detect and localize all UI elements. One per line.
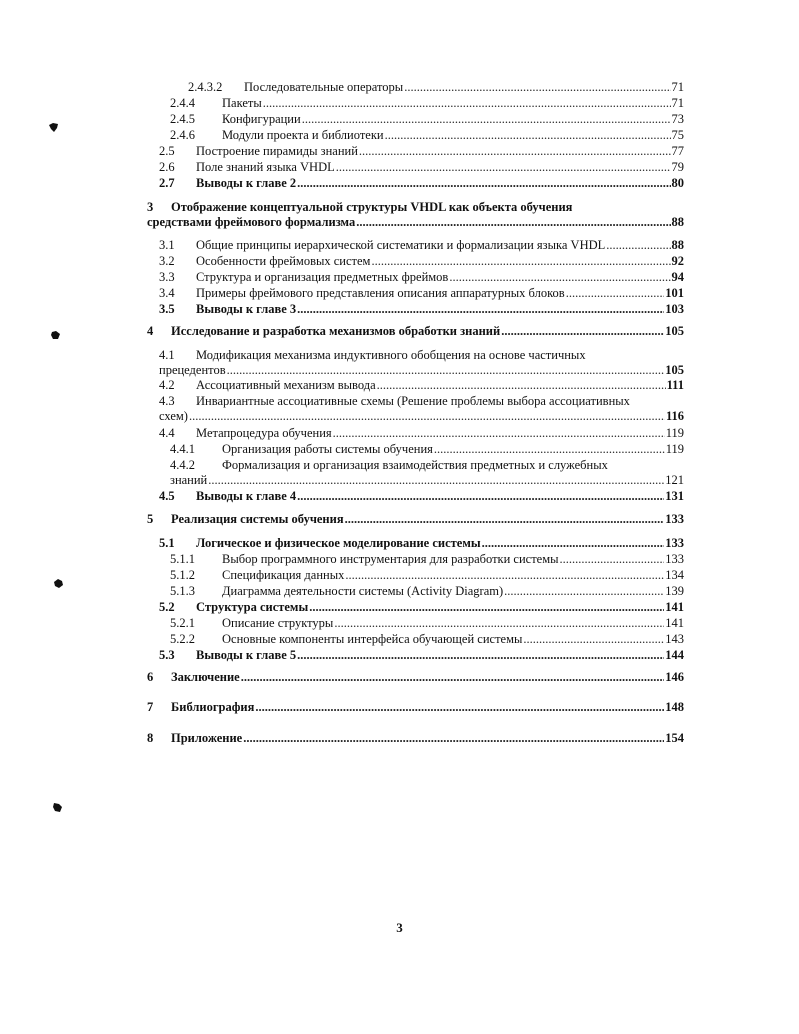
- toc-entry-title-cont: схем): [159, 409, 188, 423]
- toc-entry-page: 144: [665, 648, 684, 662]
- toc-entry-title: Структура и организация предметных фреймов: [196, 270, 449, 284]
- toc-entry: [159, 176, 684, 191]
- toc-entry-number: 4.1: [159, 348, 175, 362]
- toc-entry-title: Общие принципы иерархической систематики и формализации языка VHDL: [196, 238, 606, 252]
- toc-entry-number: 5.2.1: [170, 616, 195, 630]
- toc-entry-page: 111: [666, 378, 684, 392]
- toc-entry: [159, 348, 684, 378]
- toc-entry-page: 133: [665, 552, 684, 566]
- toc-entry-page: 121: [665, 473, 684, 487]
- toc-entry-title: Пакеты: [222, 96, 262, 110]
- toc-entry-title: Диаграмма деятельности системы (Activity Diagram): [222, 584, 504, 598]
- toc-entry-number: 5.1.1: [170, 552, 195, 566]
- toc-entry-number: 3: [147, 200, 154, 214]
- toc-entry-page: 101: [665, 286, 684, 300]
- toc-entry-title: Формализация и организация взаимодействия предметных и служебных: [222, 458, 608, 472]
- toc-entry-page: 119: [665, 442, 684, 456]
- toc-entry-page: 119: [665, 426, 684, 440]
- toc-entry-page: 133: [665, 512, 684, 526]
- toc-entry: [159, 378, 684, 393]
- toc-entry-title: Логическое и физическое моделирование системы: [196, 536, 481, 550]
- toc-entry-page: 103: [665, 302, 684, 316]
- toc-entry: [159, 160, 684, 175]
- toc-entry-title: Структура системы: [196, 600, 309, 614]
- toc-entry-page: 148: [665, 700, 684, 714]
- toc-entry-number: 5.1.3: [170, 584, 195, 598]
- toc-entry-number: 5.3: [159, 648, 175, 662]
- toc-entry-number: 5.2.2: [170, 632, 195, 646]
- toc-entry: [159, 144, 684, 159]
- toc-entry-title: Организация работы системы обучения: [222, 442, 433, 456]
- toc-entry-page: 80: [671, 176, 684, 190]
- toc-entry-page: 134: [665, 568, 684, 582]
- toc-entry: [159, 302, 684, 317]
- toc-entry-title: Библиография: [171, 700, 255, 714]
- toc-entry-number: 4: [147, 324, 154, 338]
- toc-entry-title: Инвариантные ассоциативные схемы (Решение проблемы выбора ассоциативных: [196, 394, 630, 408]
- toc-entry-number: 7: [147, 700, 154, 714]
- toc-entry: [147, 670, 684, 685]
- toc-entry-page: 105: [665, 324, 684, 338]
- toc-entry-number: 3.1: [159, 238, 175, 252]
- toc-entry: [159, 238, 684, 253]
- toc-entry: [170, 568, 684, 583]
- toc-entry-title: Основные компоненты интерфейса обучающей системы: [222, 632, 523, 646]
- scan-speck: [53, 578, 64, 589]
- toc-entry-title: Отображение концептуальной структуры VHDL как объекта обучения: [171, 200, 573, 214]
- toc-entry-title-cont: прецедентов: [159, 363, 226, 377]
- toc-entry: [170, 112, 684, 127]
- toc-entry-page: 143: [665, 632, 684, 646]
- scan-speck: [50, 330, 61, 341]
- toc-entry-number: 2.4.5: [170, 112, 195, 126]
- toc-entry-number: 5.1.2: [170, 568, 195, 582]
- toc-entry-title: Реализация системы обучения: [171, 512, 344, 526]
- toc-entry: [170, 584, 684, 599]
- toc-entry-number: 2.6: [159, 160, 175, 174]
- toc-entry-number: 2.5: [159, 144, 175, 158]
- toc-entry-title: Примеры фреймового представления описания аппаратурных блоков: [196, 286, 565, 300]
- toc-entry-title: Поле знаний языка VHDL: [196, 160, 335, 174]
- toc-entry-page: 71: [671, 96, 684, 110]
- toc-entry-page: 88: [671, 215, 684, 229]
- toc-entry-page: 73: [671, 112, 684, 126]
- toc-entry: [170, 632, 684, 647]
- toc-entry-title: Модификация механизма индуктивного обобщения на основе частичных: [196, 348, 586, 362]
- toc-entry-number: 5.1: [159, 536, 175, 550]
- toc-entry-title-cont: знаний: [170, 473, 208, 487]
- toc-entry-page: 133: [665, 536, 684, 550]
- toc-entry-page: 88: [671, 238, 684, 252]
- toc-entry-page: 94: [671, 270, 684, 284]
- toc-entry: [159, 270, 684, 285]
- toc-entry-page: 79: [671, 160, 684, 174]
- toc-entry-number: 5: [147, 512, 154, 526]
- toc-entry-page: 116: [665, 409, 684, 423]
- toc-entry-number: 2.4.6: [170, 128, 195, 142]
- toc-entry-title: Описание структуры: [222, 616, 334, 630]
- toc-entry: [159, 600, 684, 615]
- toc-entry-number: 2.4.4: [170, 96, 195, 110]
- toc-entry: [159, 648, 684, 663]
- toc-entry-number: 4.4.2: [170, 458, 195, 472]
- toc-entry-page: 131: [665, 489, 684, 503]
- toc-entry-number: 3.4: [159, 286, 175, 300]
- toc-entry-page: 77: [671, 144, 684, 158]
- toc-entry: [170, 458, 684, 488]
- toc-entry-title: Спецификация данных: [222, 568, 345, 582]
- toc-entry-title: Заключение: [171, 670, 240, 684]
- toc-entry: [170, 442, 684, 457]
- scan-speck: [52, 802, 63, 813]
- toc-entry-number: 4.4: [159, 426, 175, 440]
- toc-entry: [170, 128, 684, 143]
- toc-entry: [170, 616, 684, 631]
- toc-entry-title: Ассоциативный механизм вывода: [196, 378, 376, 392]
- toc-entry-title: Последовательные операторы: [244, 80, 404, 94]
- toc-entry: [147, 512, 684, 527]
- toc-entry: [159, 489, 684, 504]
- toc-entry-page: 141: [665, 600, 684, 614]
- toc-entry-title: Построение пирамиды знаний: [196, 144, 358, 158]
- toc-entry: [147, 731, 684, 746]
- toc-entry-title: Конфигурации: [222, 112, 301, 126]
- toc-entry-title: Выводы к главе 2: [196, 176, 297, 190]
- toc-entry-title: Выводы к главе 5: [196, 648, 297, 662]
- toc-entry-number: 3.3: [159, 270, 175, 284]
- toc-entry-page: 105: [665, 363, 684, 377]
- toc-entry-number: 2.4.3.2: [188, 80, 223, 94]
- toc-entry-number: 3.5: [159, 302, 175, 316]
- toc-entry-title: Выводы к главе 4: [196, 489, 297, 503]
- toc-entry: [159, 426, 684, 441]
- toc-entry-title: Модули проекта и библиотеки: [222, 128, 384, 142]
- toc-entry-page: 139: [665, 584, 684, 598]
- toc-entry-title: Выводы к главе 3: [196, 302, 297, 316]
- toc-entry-number: 4.2: [159, 378, 175, 392]
- toc-entry: [159, 286, 684, 301]
- toc-entry-number: 8: [147, 731, 154, 745]
- toc-entry-title-cont: средствами фреймового формализма: [147, 215, 356, 229]
- toc-entry-page: 71: [671, 80, 684, 94]
- toc-entry-title: Особенности фреймовых систем: [196, 254, 371, 268]
- toc-entry-title: Исследование и разработка механизмов обработки знаний: [171, 324, 501, 338]
- toc-entry-page: 141: [665, 616, 684, 630]
- toc-entry-number: 6: [147, 670, 154, 684]
- toc-entry-page: 146: [665, 670, 684, 684]
- toc-entry: [170, 552, 684, 567]
- scan-speck: [48, 122, 59, 133]
- toc-entry: [147, 324, 684, 339]
- toc-entry-page: 92: [671, 254, 684, 268]
- toc-entry-number: 4.4.1: [170, 442, 195, 456]
- page-number: 3: [396, 920, 403, 935]
- toc-entry-page: 154: [665, 731, 684, 745]
- toc-entry-number: 4.5: [159, 489, 175, 503]
- toc-entry-page: 75: [671, 128, 684, 142]
- toc-entry: [170, 96, 684, 111]
- toc-entry: [147, 200, 684, 230]
- toc-entry: [159, 394, 684, 424]
- toc-entry-number: 2.7: [159, 176, 175, 190]
- toc-entry: [147, 700, 684, 715]
- toc-entry: [188, 80, 684, 95]
- toc-entry-title: Метапроцедура обучения: [196, 426, 332, 440]
- toc-entry: [159, 254, 684, 269]
- toc-entry-title: Приложение: [171, 731, 243, 745]
- toc-entry-title: Выбор программного инструментария для разработки системы: [222, 552, 559, 566]
- toc-entry-number: 3.2: [159, 254, 175, 268]
- toc-entry-number: 5.2: [159, 600, 175, 614]
- toc-entry-number: 4.3: [159, 394, 175, 408]
- toc-entry: [159, 536, 684, 551]
